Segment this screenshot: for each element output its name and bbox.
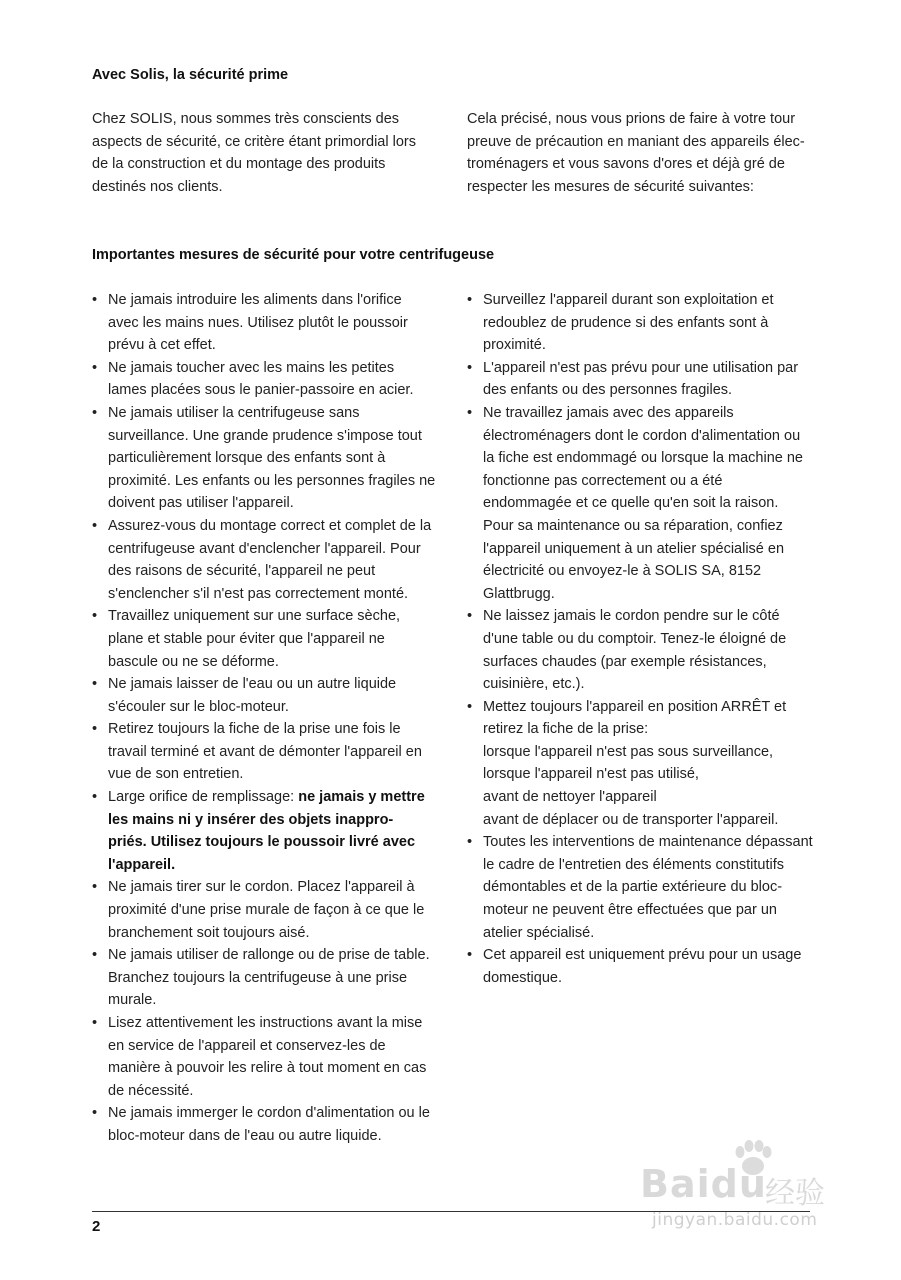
text-line: murale. xyxy=(108,992,157,1009)
text-line: Pour sa maintenance ou sa réparation, confiez xyxy=(483,517,783,534)
text-line: • Ne jamais utiliser la centrifugeuse sans xyxy=(108,404,360,421)
text-line: proximité d'une prise murale de façon à ce que le xyxy=(108,902,425,919)
list-item xyxy=(467,944,827,989)
list-item xyxy=(92,718,442,786)
list-item xyxy=(467,605,827,695)
text-line: s'enclencher s'il n'est pas correctement monté. xyxy=(108,585,409,602)
text-line: Glattbrugg. xyxy=(483,585,555,602)
text-line: lorsque l'appareil n'est pas sous surveillance, xyxy=(483,743,774,760)
safety-list-left xyxy=(92,289,442,1148)
text-line: de la construction et du montage des produits xyxy=(92,156,386,173)
text-line: • Cet appareil est uniquement prévu pour un usage xyxy=(483,947,802,964)
text-line: • Assurez-vous du montage correct et complet de la xyxy=(108,517,432,534)
intro-right-paragraph xyxy=(467,108,805,198)
page-number: 2 xyxy=(92,1218,101,1235)
text-line: Chez SOLIS, nous sommes très conscients des xyxy=(92,111,400,127)
text-line: électroménagers dont le cordon d'alimentation ou xyxy=(483,427,801,444)
text-line: respecter les mesures de sécurité suivantes: xyxy=(467,178,754,195)
text-line: preuve de précaution en maniant des appareils élec- xyxy=(467,133,805,150)
list-item xyxy=(92,289,442,357)
text-line xyxy=(108,786,442,809)
text-line: proximité. Les enfants ou les personnes fragiles ne xyxy=(108,472,436,489)
text-line: • Ne jamais introduire les aliments dans l'orifice xyxy=(108,292,402,308)
list-item xyxy=(467,289,827,357)
text-line: des raisons de sécurité, l'appareil ne peut xyxy=(108,563,376,580)
text-line: centrifugeuse avant d'enclencher l'appareil. Pour xyxy=(108,540,421,557)
text-line: • Ne travaillez jamais avec des appareils xyxy=(483,404,734,421)
text-line: domestique. xyxy=(483,969,562,986)
text-line: atelier spécialisé. xyxy=(483,924,595,941)
text-line: lorsque l'appareil n'est pas utilisé, xyxy=(483,766,699,783)
text-line: en service de l'appareil et conservez-les de xyxy=(108,1037,386,1054)
bold-text: les mains ni y insérer des objets inappro- xyxy=(108,811,394,828)
text-line: l'appareil uniquement à un atelier spécialisé en xyxy=(483,540,785,557)
text-line: la fiche est endommagé ou lorsque la machine ne xyxy=(483,450,803,467)
text-line: proximité. xyxy=(483,337,546,354)
list-item xyxy=(92,1012,442,1102)
watermark-brand: Baidu xyxy=(640,1162,767,1206)
text-line: avant de nettoyer l'appareil xyxy=(483,789,657,806)
text-line: des enfants ou des personnes fragiles. xyxy=(483,382,733,399)
text-line: moteur ne peuvent être effectuées que par un xyxy=(483,902,777,919)
watermark-url: jingyan.baidu.com xyxy=(652,1210,818,1230)
safety-list-right xyxy=(467,289,827,989)
text-line: • Ne jamais toucher avec les mains les petites xyxy=(108,359,395,376)
normal-text: Large orifice de remplissage: xyxy=(108,789,299,806)
text-line: branchement soit toujours aisé. xyxy=(108,924,310,941)
text-line: manière à pouvoir les relire à tout moment en cas xyxy=(108,1060,427,1077)
text-line: démontables et de la partie extérieure du bloc- xyxy=(483,879,783,896)
text-line: retirez la fiche de la prise: xyxy=(483,721,649,738)
text-line: • Ne jamais laisser de l'eau ou un autre liquide xyxy=(108,676,397,693)
text-line: troménagers et vous savons d'ores et déjà gré de xyxy=(467,156,785,173)
intro-left-paragraph xyxy=(92,108,416,198)
text-line: travail terminé et avant de démonter l'appareil en xyxy=(108,743,422,760)
text-line: • Toutes les interventions de maintenance dépassant xyxy=(483,834,813,851)
text-line: Cela précisé, nous vous prions de faire à votre tour xyxy=(467,111,796,127)
text-line: • Ne jamais utiliser de rallonge ou de prise de table. xyxy=(108,947,430,964)
text-line: redoublez de prudence si des enfants sont à xyxy=(483,314,769,331)
section-title-measures: Importantes mesures de sécurité pour votre centrifugeuse xyxy=(92,247,495,263)
list-item xyxy=(92,673,442,718)
list-item xyxy=(467,696,827,832)
text-line: endommagée et ce quelle qu'en soit la raison. xyxy=(483,495,779,512)
text-line: de nécessité. xyxy=(108,1082,194,1099)
text-line: aspects de sécurité, ce critère étant primordial lors xyxy=(92,133,416,150)
text-line: • Mettez toujours l'appareil en position ARRÊT et xyxy=(483,698,787,715)
list-item-warning xyxy=(92,786,442,876)
list-item xyxy=(467,831,827,944)
list-item xyxy=(92,357,442,402)
bold-text: priés. Utilisez toujours le poussoir livré avec xyxy=(108,834,416,851)
text-line: • L'appareil n'est pas prévu pour une utilisation par xyxy=(483,359,799,376)
text-line: prévu à cet effet. xyxy=(108,337,216,354)
list-item xyxy=(92,1102,442,1147)
text-line: doivent pas utiliser l'appareil. xyxy=(108,495,294,512)
text-line: • Surveillez l'appareil durant son exploitation et xyxy=(483,292,774,308)
text-line: • Retirez toujours la fiche de la prise une fois le xyxy=(108,721,401,738)
text-line: • Ne jamais tirer sur le cordon. Placez l'appareil à xyxy=(108,879,415,896)
text-line: d'une table ou du comptoir. Tenez-le éloigné de xyxy=(483,630,787,647)
text-line: avant de déplacer ou de transporter l'appareil. xyxy=(483,811,779,828)
list-item xyxy=(92,605,442,673)
text-line: plane et stable pour éviter que l'appareil ne xyxy=(108,630,385,647)
text-line: Branchez toujours la centrifugeuse à une prise xyxy=(108,969,408,986)
text-line: • Ne jamais immerger le cordon d'alimentation ou le xyxy=(108,1105,430,1122)
text-line: s'écouler sur le bloc-moteur. xyxy=(108,698,289,715)
list-item xyxy=(92,402,442,515)
text-line: • Ne laissez jamais le cordon pendre sur le côté xyxy=(483,608,780,625)
text-line: • Travaillez uniquement sur une surface sèche, xyxy=(108,608,401,625)
bold-text: l'appareil. xyxy=(108,856,176,873)
text-line: fonctionne pas correctement ou a été xyxy=(483,472,723,489)
text-line: surveillance. Une grande prudence s'impose tout xyxy=(108,427,422,444)
text-line: électricité ou envoyez-le à SOLIS SA, 8152 xyxy=(483,563,762,580)
text-line: • Lisez attentivement les instructions avant la mise xyxy=(108,1015,423,1031)
list-item xyxy=(92,515,442,605)
list-item xyxy=(467,402,827,605)
watermark-cn: 经验 xyxy=(765,1176,825,1211)
list-item xyxy=(92,944,442,1012)
text-line: bloc-moteur dans de l'eau ou autre liquide. xyxy=(108,1127,382,1144)
text-line: le cadre de l'entretien des éléments constitutifs xyxy=(483,856,784,873)
text-line: bascule ou ne se déforme. xyxy=(108,653,279,670)
section-title-safety: Avec Solis, la sécurité prime xyxy=(92,67,289,83)
list-item xyxy=(467,357,827,402)
baidu-watermark xyxy=(640,1140,860,1260)
text-line: vue de son entretien. xyxy=(108,766,244,783)
bold-text: ne jamais y mettre xyxy=(298,789,425,806)
text-line: destinés nos clients. xyxy=(92,178,223,195)
list-item xyxy=(92,876,442,944)
text-line: particulièrement lorsque des enfants sont à xyxy=(108,450,386,467)
text-line: surfaces chaudes (par exemple résistances, xyxy=(483,653,767,670)
text-line: cuisinière, etc.). xyxy=(483,676,585,693)
text-line: avec les mains nues. Utilisez plutôt le poussoir xyxy=(108,314,408,331)
text-line: lames placées sous le panier-passoire en acier. xyxy=(108,382,414,399)
